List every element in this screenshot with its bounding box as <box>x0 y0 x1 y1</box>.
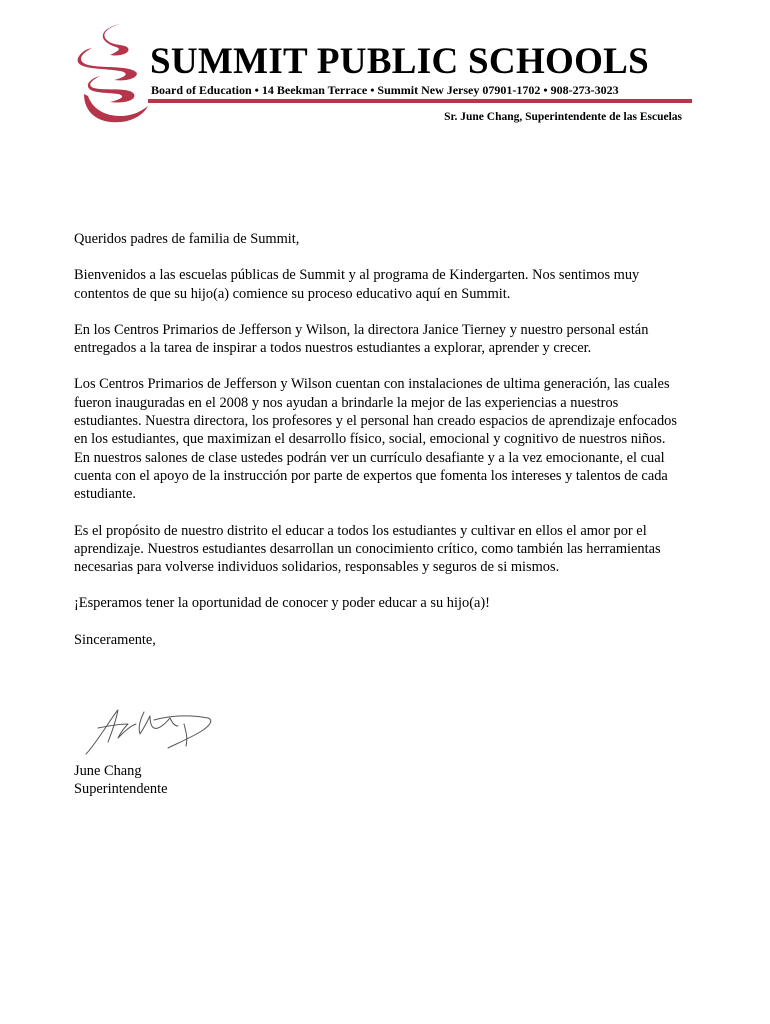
superintendent-line: Sr. June Chang, Superintendente de las Escuelas <box>444 111 682 123</box>
closing: Sinceramente, <box>74 631 156 648</box>
handwritten-signature-icon <box>84 706 216 758</box>
greeting: Queridos padres de familia de Summit, <box>74 231 300 247</box>
header-divider <box>148 99 692 103</box>
signer-title: Superintendente <box>74 781 168 798</box>
letter-body <box>74 230 684 667</box>
paragraph-primary-centers: En los Centros Primarios de Jefferson y Wilson, la directora Janice Tierney y nuestro personal están entregados a la tarea de inspirar a todos nuestros estudiantes a explorar, aprender y crecer. <box>74 321 649 357</box>
board-address: Board of Education • 14 Beekman Terrace • Summit New Jersey 07901-1702 • 908-273-3023 <box>151 83 619 97</box>
paragraph-hope: ¡Esperamos tener la oportunidad de conocer y poder educar a su hijo(a)! <box>74 595 490 612</box>
paragraph-facilities: Los Centros Primarios de Jefferson y Wilson cuentan con instalaciones de ultima generación, las cuales fueron inauguradas en el 2008 y nos ayudan a brindarle la mejor de las experiencias a nuestros estudiantes. Nuestra directora, los profesores y el personal han creado espacios de aprendizaje enfocados en los estudiantes, que maximizan el desarrollo físico, social, emocional y cognitivo de nuestros niños. En nuestros salones de clase ustedes podrán ver un currículo desafiante y a la vez emocionante, el cual cuenta con el apoyo de la instrucción por parte de expertos que fomenta los intereses y talentos de cada estudiante. <box>74 376 677 503</box>
paragraph-purpose: Es el propósito de nuestro distrito el educar a todos los estudiantes y cultivar en ellos el amor por el aprendizaje. Nuestros estudiantes desarrollan un conocimiento crítico, como también las herramientas necesarias para volverse individuos solidarios, responsables y seguros de si mismos. <box>74 522 661 576</box>
summit-flame-logo-icon <box>70 22 150 126</box>
signature-block <box>74 762 168 799</box>
paragraph-welcome: Bienvenidos a las escuelas públicas de Summit y al programa de Kindergarten. Nos sentimos muy contentos de que su hijo(a) comience su proceso educativo aquí en Summit. <box>74 267 640 302</box>
signer-name: June Chang <box>74 763 142 779</box>
district-title: SUMMIT PUBLIC SCHOOLS <box>150 41 650 82</box>
